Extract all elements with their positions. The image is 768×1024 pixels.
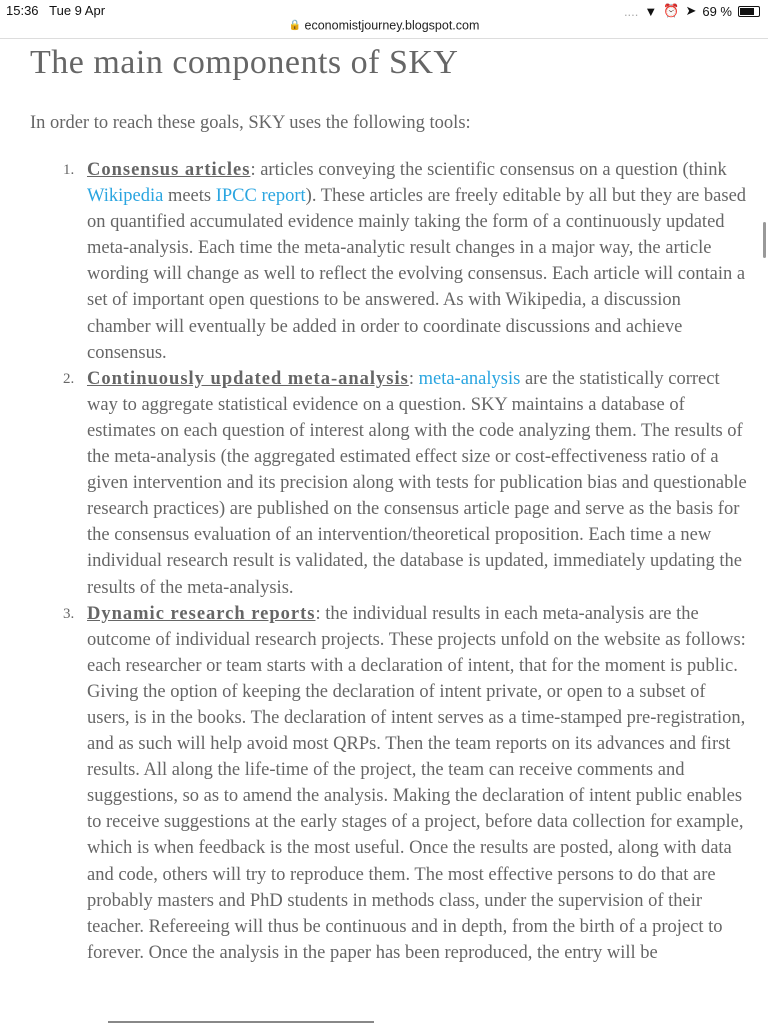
item-text: are the statistically correct way to aggregate statistical evidence on a question. SKY maintains a database of estimates on each question of interest along with the code analyzing them. The results of the meta-analysis (the aggregated estimated effect size or cost-effectiveness ratio of a given intervention and its precision along with tests for publication bias and questionable research practices) are published on the consensus article page and serve as the basis for the consensus evaluation of an intervention/theoretical proposition. Each time a new individual research result is validated, the database is updated, immediately updating the results of the meta-analysis. xyxy=(87,368,747,598)
list-item xyxy=(63,157,749,366)
intro-text: In order to reach these goals, SKY uses the following tools: xyxy=(30,113,471,133)
meta-analysis-link[interactable]: meta-analysis xyxy=(418,368,521,389)
term-link[interactable]: Dynamic research reports xyxy=(87,603,316,624)
page-title: The main components of SKY xyxy=(30,44,459,81)
term-link[interactable]: Continuously updated meta-analysis xyxy=(87,368,409,389)
ipcc-report-link[interactable]: IPCC report xyxy=(215,186,306,207)
item-number: 3. xyxy=(63,605,75,622)
location-icon: ➤ xyxy=(685,3,697,18)
horizontal-scroll-indicator xyxy=(108,1021,374,1023)
list-item xyxy=(63,601,749,966)
item-text: ). These articles are freely editable by all but they are based on quantified accumulated evidence mainly taking the form of a continuously updated meta-analysis. Each time the meta-analytic result changes in a major way, the article wording will change as well to reflect the evolving consensus. Each article will contain a set of important open questions to be answered. As with Wikipedia, a discussion chamber will eventually be added in order to coordinate discussions and achieve consensus. xyxy=(87,186,747,363)
url-text: economistjourney.blogspot.com xyxy=(304,18,480,33)
item-text: : xyxy=(408,368,419,389)
url-bar[interactable] xyxy=(0,18,768,39)
lock-icon: 🔒 xyxy=(288,20,302,32)
battery-percent: 69 % xyxy=(702,3,732,19)
item-text: : the individual results in each meta-analysis are the outcome of individual research projects. These projects unfold on the website as follows: each researcher or team starts with a declaration of intent, that for the moment is public. Giving the option of keeping the declaration of intent private, or open to a subset of users, is in the books. The declaration of intent serves as a time-stamped pre-registration, and as such will help avoid most QRPs. Then the team reports on its advances and first results. All along the life-time of the project, the team can receive comments and suggestions, so as to amend the analysis. Making the declaration of intent public enables to receive suggestions at the early stages of a project, before data collection for example, which is when feedback is the most useful. Once the results are posted, along with data and code, others will try to reproduce them. The most effective persons to do that are probably masters and PhD students in methods class, under the supervision of their teacher. Refereeing will thus be continuous and in depth, from the birth of a project to forever. Once the analysis in the paper has been reproduced, the entry will be xyxy=(87,603,746,963)
status-bar xyxy=(0,0,768,20)
status-time: 15:36 Tue 9 Apr xyxy=(6,3,106,18)
item-number: 2. xyxy=(63,370,75,387)
item-text: meets xyxy=(163,186,216,207)
item-text: : articles conveying the scientific consensus on a question (think xyxy=(250,160,727,180)
scrollbar[interactable] xyxy=(763,222,766,258)
signal-icon: .... xyxy=(623,3,639,19)
alarm-icon: ⏰ xyxy=(663,3,680,18)
term-link[interactable]: Consensus articles xyxy=(87,160,251,180)
list-item xyxy=(63,366,749,601)
wikipedia-link[interactable]: Wikipedia xyxy=(87,186,164,207)
wifi-icon: ▼ xyxy=(644,3,658,19)
tools-list xyxy=(63,157,749,966)
battery-icon xyxy=(738,6,760,17)
item-number: 1. xyxy=(63,162,75,178)
